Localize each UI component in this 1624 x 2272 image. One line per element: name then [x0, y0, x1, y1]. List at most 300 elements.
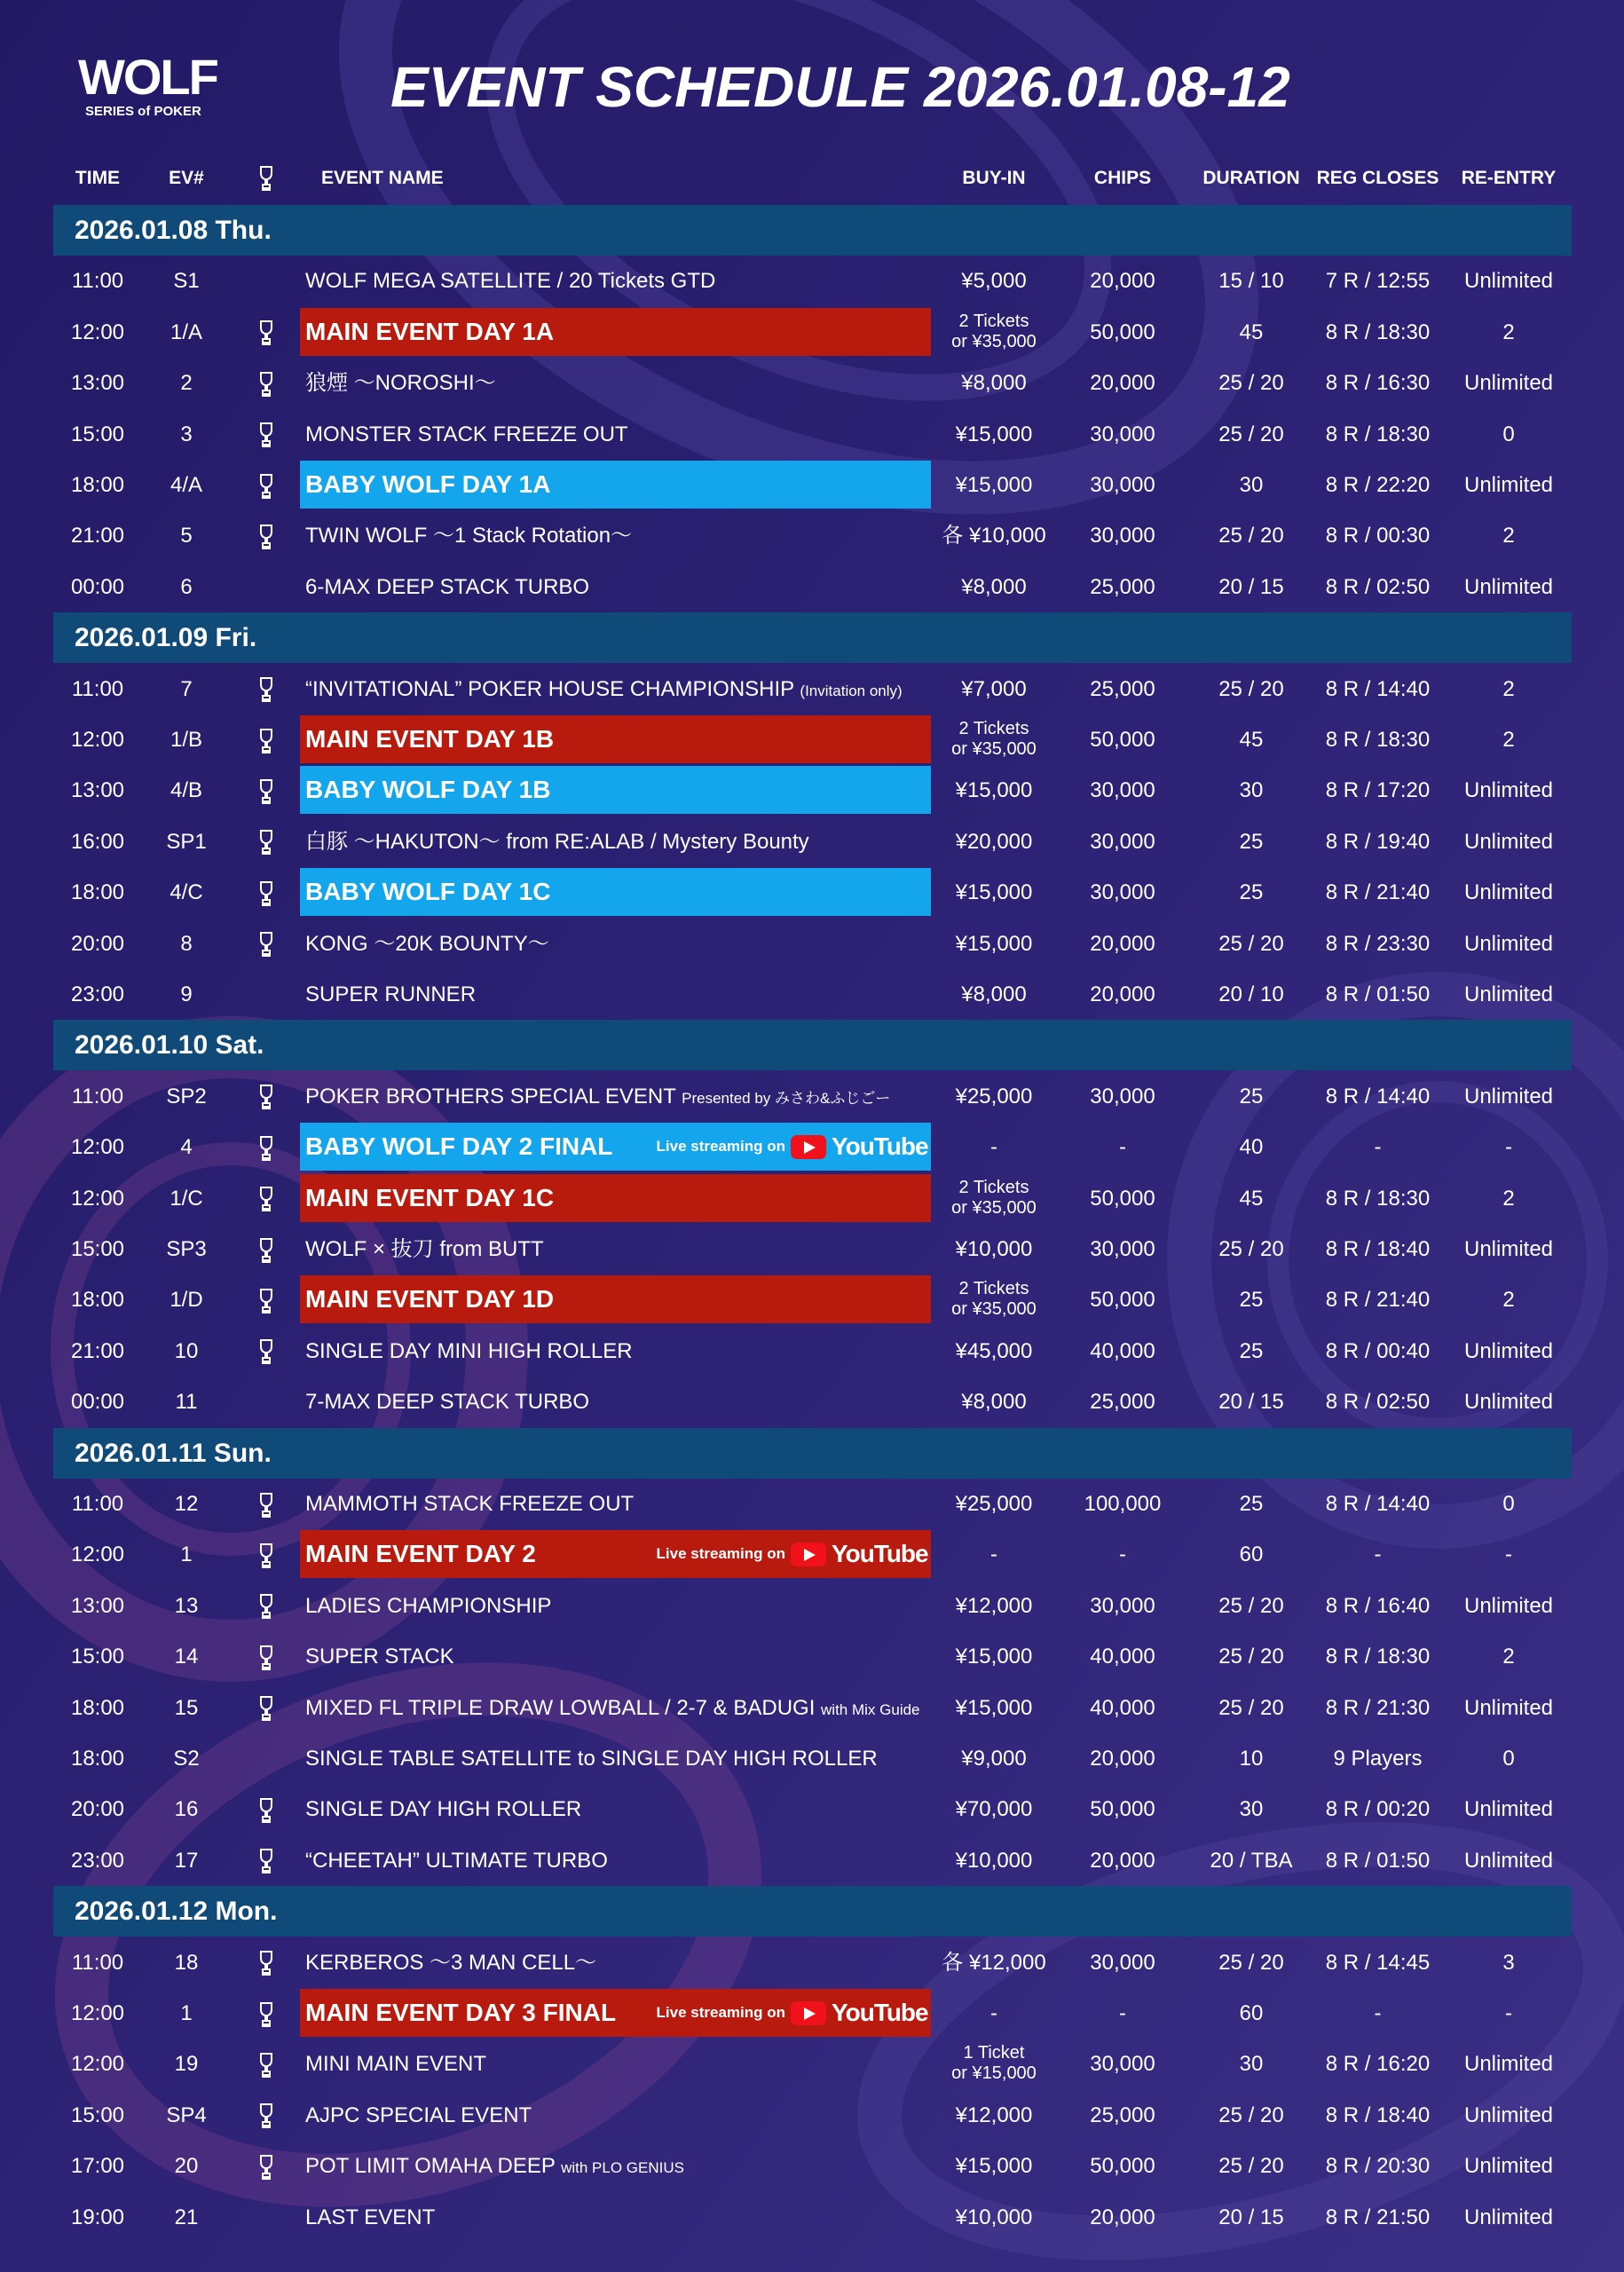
event-name-cell [305, 1683, 920, 1733]
event-reg-closes: 8 R / 21:50 [1325, 2205, 1431, 2229]
event-chips: 20,000 [1090, 982, 1155, 1006]
event-name: 7-MAX DEEP STACK TURBO [305, 1390, 590, 1415]
event-reg-closes: 8 R / 23:30 [1325, 931, 1431, 956]
event-row[interactable] [0, 1224, 1624, 1274]
event-time: 19:00 [70, 2205, 125, 2229]
event-number: 2 [180, 371, 193, 396]
event-number: SP1 [166, 829, 207, 854]
trophy-icon [248, 765, 284, 816]
event-reg-closes: 8 R / 02:50 [1325, 1390, 1431, 1415]
event-chips: 20,000 [1090, 1747, 1155, 1771]
event-duration: 20 / 15 [1218, 2205, 1284, 2229]
event-row[interactable] [0, 1581, 1624, 1631]
event-name-cell [305, 1326, 633, 1377]
event-row[interactable] [0, 1784, 1624, 1834]
youtube-play-icon [791, 1135, 826, 1159]
event-reentry: Unlimited [1463, 371, 1554, 396]
header-time: TIME [75, 168, 121, 188]
event-buyin: ¥8,000 [961, 1390, 1027, 1415]
event-chips: 30,000 [1090, 1084, 1155, 1108]
event-reg-closes: 8 R / 01:50 [1325, 982, 1431, 1006]
youtube-logo[interactable] [791, 1999, 928, 2026]
event-name: BABY WOLF DAY 1B [305, 776, 551, 804]
event-reentry: Unlimited [1463, 2154, 1554, 2179]
event-row[interactable] [0, 714, 1624, 765]
date-banner [53, 1020, 1572, 1070]
event-number: 5 [180, 524, 193, 548]
event-row[interactable] [0, 409, 1624, 460]
event-time: 20:00 [70, 931, 125, 956]
event-name: LAST EVENT [305, 2205, 436, 2229]
event-note: with Mix Guide [821, 1700, 920, 1718]
logo-wordmark: WOLF [78, 49, 217, 105]
event-name: MAMMOTH STACK FREEZE OUT [305, 1492, 635, 1516]
event-buyin: ¥15,000 [955, 931, 1033, 956]
trophy-icon [248, 1071, 284, 1122]
date-label: 2026.01.11 Sun. [75, 1438, 272, 1468]
event-number: 8 [180, 931, 193, 956]
event-duration: 25 / 20 [1218, 676, 1284, 701]
event-duration: 25 / 20 [1218, 931, 1284, 956]
event-name: KERBEROS 〜3 MAN CELL〜 [305, 1950, 597, 1975]
trophy-icon [248, 1326, 284, 1377]
event-row[interactable] [0, 2039, 1624, 2089]
event-buyin: ¥70,000 [955, 1797, 1033, 1822]
baby-wolf-band [300, 766, 931, 814]
event-buyin: ¥5,000 [961, 269, 1027, 294]
event-number: 14 [174, 1645, 199, 1669]
event-reg-closes: 8 R / 18:30 [1325, 1186, 1431, 1211]
event-time: 23:00 [70, 982, 125, 1006]
event-buyin: ¥9,000 [961, 1747, 1027, 1771]
logo-subtitle: SERIES of POKER [85, 104, 201, 119]
event-row[interactable] [0, 1377, 1624, 1427]
event-time: 13:00 [70, 371, 125, 396]
event-row[interactable] [0, 2090, 1624, 2141]
event-name-cell [305, 1835, 608, 1886]
event-reentry: 2 [1502, 728, 1515, 752]
event-reentry: Unlimited [1463, 2052, 1554, 2077]
event-name: POT LIMIT OMAHA DEEP [305, 2154, 556, 2179]
event-reentry: Unlimited [1463, 931, 1554, 956]
event-duration: 20 / 15 [1218, 1390, 1284, 1415]
event-chips: 30,000 [1090, 473, 1155, 497]
main-event-band [300, 1989, 931, 2037]
event-reg-closes: 8 R / 18:30 [1325, 320, 1431, 344]
event-buyin: 2 Tickets or ¥35,000 [951, 719, 1037, 759]
event-reg-closes: 8 R / 18:30 [1325, 728, 1431, 752]
event-buyin: ¥20,000 [955, 829, 1033, 854]
baby-wolf-band [300, 461, 931, 509]
event-name: SINGLE DAY MINI HIGH ROLLER [305, 1338, 633, 1363]
event-reg-closes: 8 R / 21:40 [1325, 880, 1431, 905]
main-event-band [300, 1530, 931, 1578]
event-reentry: Unlimited [1463, 1237, 1554, 1261]
header-reentry: RE-ENTRY [1461, 168, 1557, 188]
event-time: 23:00 [70, 1848, 125, 1873]
event-row[interactable] [0, 2192, 1624, 2243]
header-reg-closes: REG CLOSES [1316, 168, 1439, 188]
event-number: 15 [174, 1695, 199, 1720]
event-reentry: Unlimited [1463, 473, 1554, 497]
event-time: 15:00 [70, 1237, 125, 1261]
event-reg-closes: 8 R / 00:30 [1325, 524, 1431, 548]
event-reentry: Unlimited [1463, 269, 1554, 294]
event-reentry: Unlimited [1463, 2205, 1554, 2229]
event-row[interactable] [0, 1529, 1624, 1580]
event-reg-closes: 8 R / 19:40 [1325, 829, 1431, 854]
event-number: 18 [174, 1950, 199, 1975]
event-name: LADIES CHAMPIONSHIP [305, 1593, 552, 1618]
event-time: 12:00 [70, 1186, 125, 1211]
event-time: 12:00 [70, 320, 125, 344]
trophy-icon [248, 919, 284, 969]
date-label: 2026.01.08 Thu. [75, 216, 272, 245]
event-chips: 30,000 [1090, 1593, 1155, 1618]
event-time: 00:00 [70, 1390, 125, 1415]
event-row[interactable] [0, 510, 1624, 561]
trophy-icon [248, 1835, 284, 1886]
event-time: 11:00 [71, 1084, 124, 1108]
event-buyin: ¥15,000 [955, 880, 1033, 905]
event-name-cell [305, 2090, 532, 2141]
event-row[interactable] [0, 256, 1624, 306]
event-buyin: ¥7,000 [961, 676, 1027, 701]
event-chips: 30,000 [1090, 778, 1155, 803]
table-header [0, 165, 1624, 192]
event-reentry: 2 [1502, 1186, 1515, 1211]
event-number: 4 [180, 1135, 193, 1160]
event-time: 12:00 [70, 728, 125, 752]
event-number: 12 [174, 1492, 199, 1516]
event-name-cell [305, 1581, 551, 1631]
event-chips: 25,000 [1090, 2102, 1155, 2127]
trophy-icon [248, 664, 284, 714]
trophy-icon [248, 1581, 284, 1631]
event-duration: 25 [1239, 880, 1264, 905]
event-reg-closes: 8 R / 21:40 [1325, 1288, 1431, 1313]
event-note: Presented by みさわ&ふじごー [682, 1089, 891, 1107]
event-reentry: Unlimited [1463, 778, 1554, 803]
event-duration: 15 / 10 [1218, 269, 1284, 294]
event-name-cell [305, 1631, 454, 1682]
trophy-icon [248, 510, 284, 561]
event-reentry: Unlimited [1463, 1695, 1554, 1720]
event-duration: 25 / 20 [1218, 371, 1284, 396]
baby-wolf-band [300, 1123, 931, 1171]
event-time: 11:00 [71, 269, 124, 294]
trophy-icon [248, 1274, 284, 1325]
event-duration: 25 [1239, 1084, 1264, 1108]
event-reentry: Unlimited [1463, 1390, 1554, 1415]
event-duration: 30 [1239, 2052, 1264, 2077]
event-row[interactable] [0, 867, 1624, 918]
event-row[interactable] [0, 562, 1624, 612]
trophy-icon [248, 1529, 284, 1580]
event-time: 16:00 [70, 829, 125, 854]
trophy-icon [248, 867, 284, 918]
event-row[interactable] [0, 358, 1624, 408]
trophy-icon [248, 1988, 284, 2039]
event-buyin: ¥15,000 [955, 422, 1033, 446]
event-reg-closes: - [1374, 1542, 1382, 1567]
event-row[interactable] [0, 1479, 1624, 1529]
event-time: 11:00 [71, 1950, 124, 1975]
event-reg-closes: 8 R / 18:40 [1325, 2102, 1431, 2127]
event-reg-closes: 8 R / 22:20 [1325, 473, 1431, 497]
event-reg-closes: 8 R / 17:20 [1325, 778, 1431, 803]
event-buyin: ¥15,000 [955, 1645, 1033, 1669]
event-reentry: Unlimited [1463, 880, 1554, 905]
event-time: 13:00 [70, 1593, 125, 1618]
event-number: S1 [173, 269, 200, 294]
event-reentry: 2 [1502, 524, 1515, 548]
event-row[interactable] [0, 664, 1624, 714]
event-chips: 50,000 [1090, 728, 1155, 752]
event-reg-closes: 8 R / 14:40 [1325, 676, 1431, 701]
event-time: 18:00 [70, 880, 125, 905]
event-name-cell [305, 919, 549, 969]
event-name: “CHEETAH” ULTIMATE TURBO [305, 1848, 608, 1873]
event-row[interactable] [0, 1071, 1624, 1122]
event-buyin: 2 Tickets or ¥35,000 [951, 1177, 1037, 1218]
event-duration: 25 [1239, 1288, 1264, 1313]
event-chips: 50,000 [1090, 2154, 1155, 2179]
event-number: 1/D [169, 1288, 203, 1313]
event-row[interactable] [0, 1274, 1624, 1325]
event-name: 6-MAX DEEP STACK TURBO [305, 574, 590, 599]
event-buyin: ¥15,000 [955, 1695, 1033, 1720]
trophy-icon [248, 307, 284, 358]
event-duration: 25 / 20 [1218, 1695, 1284, 1720]
event-name-cell [305, 409, 628, 460]
event-chips: - [1119, 2001, 1126, 2025]
event-duration: 25 / 20 [1218, 422, 1284, 446]
event-chips: 30,000 [1090, 880, 1155, 905]
trophy-icon [248, 1122, 284, 1172]
event-buyin: ¥8,000 [961, 371, 1027, 396]
event-reg-closes: 8 R / 18:30 [1325, 1645, 1431, 1669]
event-buyin: ¥10,000 [955, 1848, 1033, 1873]
event-row[interactable] [0, 1937, 1624, 1988]
trophy-icon [248, 460, 284, 510]
event-duration: 45 [1239, 728, 1264, 752]
header-trophy-icon [248, 165, 284, 192]
event-time: 21:00 [70, 1338, 125, 1363]
trophy-icon [248, 409, 284, 460]
event-row[interactable] [0, 307, 1624, 358]
event-reg-closes: 8 R / 02:50 [1325, 574, 1431, 599]
event-name: SINGLE TABLE SATELLITE to SINGLE DAY HIGH ROLLER [305, 1747, 878, 1771]
event-name-cell [305, 1937, 596, 1988]
event-reg-closes: 8 R / 18:40 [1325, 1237, 1431, 1261]
live-streaming-label: Live streaming on [656, 1545, 785, 1563]
event-name-cell [305, 1071, 890, 1122]
event-number: 4/A [169, 473, 203, 497]
event-reentry: Unlimited [1463, 1593, 1554, 1618]
event-buyin: - [990, 2001, 997, 2025]
event-buyin: ¥8,000 [961, 574, 1027, 599]
event-buyin: 各 ¥10,000 [942, 524, 1046, 548]
trophy-icon [248, 1683, 284, 1733]
event-name-cell [305, 1377, 589, 1427]
event-reentry: 2 [1502, 320, 1515, 344]
event-row[interactable] [0, 1326, 1624, 1377]
event-chips: 20,000 [1090, 931, 1155, 956]
date-banner [53, 612, 1572, 663]
youtube-play-icon [791, 1542, 826, 1566]
main-event-band [300, 1174, 931, 1222]
event-chips: 30,000 [1090, 524, 1155, 548]
event-reentry: 0 [1502, 1747, 1515, 1771]
event-duration: 60 [1239, 2001, 1264, 2025]
event-buyin: ¥12,000 [955, 2102, 1033, 2127]
trophy-icon [248, 2090, 284, 2141]
event-row[interactable] [0, 1988, 1624, 2039]
event-chips: 25,000 [1090, 676, 1155, 701]
event-reentry: 0 [1502, 422, 1515, 446]
event-name: WOLF × 抜刀 from BUTT [305, 1237, 544, 1261]
event-time: 11:00 [71, 676, 124, 701]
trophy-icon [248, 358, 284, 408]
event-name: WOLF MEGA SATELLITE / 20 Tickets GTD [305, 269, 716, 294]
event-name-cell [305, 510, 632, 561]
event-number: 19 [174, 2052, 199, 2077]
event-reg-closes: 8 R / 00:40 [1325, 1338, 1431, 1363]
youtube-wordmark: YouTube [832, 1999, 928, 2026]
event-reentry: Unlimited [1463, 1848, 1554, 1873]
event-reentry: Unlimited [1463, 574, 1554, 599]
event-duration: 25 / 20 [1218, 524, 1284, 548]
event-time: 20:00 [70, 1797, 125, 1822]
youtube-wordmark: YouTube [832, 1540, 928, 1568]
event-reg-closes: - [1374, 1135, 1382, 1160]
event-duration: 25 / 20 [1218, 1950, 1284, 1975]
wolf-logo [78, 49, 217, 126]
event-reg-closes: 8 R / 14:40 [1325, 1084, 1431, 1108]
event-chips: 20,000 [1090, 269, 1155, 294]
event-note: (Invitation only) [800, 682, 903, 699]
event-name-cell [305, 2192, 435, 2243]
event-name: MONSTER STACK FREEZE OUT [305, 422, 628, 446]
event-buyin: ¥45,000 [955, 1338, 1033, 1363]
event-duration: 10 [1239, 1747, 1264, 1771]
event-reg-closes: 8 R / 21:30 [1325, 1695, 1431, 1720]
event-buyin: 各 ¥12,000 [942, 1950, 1046, 1975]
event-name: MINI MAIN EVENT [305, 2052, 487, 2077]
event-time: 15:00 [70, 2102, 125, 2127]
event-reg-closes: 8 R / 16:20 [1325, 2052, 1431, 2077]
event-time: 18:00 [70, 473, 125, 497]
trophy-icon [248, 2039, 284, 2089]
event-reentry: - [1505, 2001, 1512, 2025]
event-chips: - [1119, 1542, 1126, 1567]
youtube-logo[interactable] [791, 1132, 928, 1161]
event-name: SUPER RUNNER [305, 982, 477, 1006]
event-number: 3 [180, 422, 193, 446]
youtube-play-icon [791, 2001, 826, 2025]
event-time: 11:00 [71, 1492, 124, 1516]
event-time: 12:00 [70, 2052, 125, 2077]
event-buyin: ¥10,000 [955, 2205, 1033, 2229]
live-streaming-label: Live streaming on [656, 2004, 785, 2021]
event-name: MAIN EVENT DAY 1D [305, 1285, 555, 1314]
event-reentry: Unlimited [1463, 829, 1554, 854]
event-number: 20 [174, 2154, 199, 2179]
header-buyin: BUY-IN [962, 168, 1026, 188]
event-name: KONG 〜20K BOUNTY〜 [305, 931, 549, 956]
event-reg-closes: 7 R / 12:55 [1325, 269, 1431, 294]
event-duration: 60 [1239, 1542, 1264, 1567]
event-time: 21:00 [70, 524, 125, 548]
event-row[interactable] [0, 969, 1624, 1020]
event-row[interactable] [0, 1173, 1624, 1224]
event-buyin: 2 Tickets or ¥35,000 [951, 1279, 1037, 1320]
event-duration: 40 [1239, 1135, 1264, 1160]
event-buyin: ¥8,000 [961, 982, 1027, 1006]
page-title: EVENT SCHEDULE 2026.01.08-12 [390, 55, 1290, 119]
event-reg-closes: 8 R / 20:30 [1325, 2154, 1431, 2179]
event-number: 1/C [169, 1186, 203, 1211]
event-chips: 30,000 [1090, 422, 1155, 446]
trophy-icon [248, 2141, 284, 2191]
event-number: 21 [174, 2205, 199, 2229]
event-reg-closes: 8 R / 14:45 [1325, 1950, 1431, 1975]
event-duration: 25 [1239, 1338, 1264, 1363]
event-row[interactable] [0, 1683, 1624, 1733]
event-row[interactable] [0, 1122, 1624, 1172]
event-number: 9 [180, 982, 193, 1006]
event-chips: 40,000 [1090, 1645, 1155, 1669]
event-buyin: ¥10,000 [955, 1237, 1033, 1261]
event-row[interactable] [0, 1631, 1624, 1682]
event-duration: 25 / 20 [1218, 2102, 1284, 2127]
main-event-band [300, 308, 931, 356]
event-chips: 20,000 [1090, 2205, 1155, 2229]
date-banner [53, 205, 1572, 256]
event-reentry: Unlimited [1463, 2102, 1554, 2127]
event-reentry: - [1505, 1135, 1512, 1160]
event-buyin: - [990, 1135, 997, 1160]
event-chips: 40,000 [1090, 1695, 1155, 1720]
event-row[interactable] [0, 1733, 1624, 1784]
event-time: 18:00 [70, 1288, 125, 1313]
event-row[interactable] [0, 2141, 1624, 2191]
event-duration: 30 [1239, 778, 1264, 803]
event-name: MAIN EVENT DAY 2 [305, 1540, 536, 1568]
event-row[interactable] [0, 816, 1624, 867]
event-row[interactable] [0, 919, 1624, 969]
event-duration: 25 / 20 [1218, 1237, 1284, 1261]
event-row[interactable] [0, 460, 1624, 510]
date-label: 2026.01.12 Mon. [75, 1897, 278, 1927]
event-number: 13 [174, 1593, 199, 1618]
header-event-name: EVENT NAME [321, 168, 444, 188]
event-number: SP2 [166, 1084, 207, 1108]
event-number: 16 [174, 1797, 199, 1822]
event-time: 17:00 [70, 2154, 125, 2179]
event-chips: 30,000 [1090, 1237, 1155, 1261]
youtube-logo[interactable] [791, 1540, 928, 1568]
event-name-cell [305, 1479, 634, 1529]
event-time: 12:00 [70, 1135, 125, 1160]
event-chips: 25,000 [1090, 574, 1155, 599]
event-duration: 25 / 20 [1218, 1645, 1284, 1669]
event-chips: - [1119, 1135, 1126, 1160]
event-row[interactable] [0, 765, 1624, 816]
event-chips: 25,000 [1090, 1390, 1155, 1415]
event-row[interactable] [0, 1835, 1624, 1886]
